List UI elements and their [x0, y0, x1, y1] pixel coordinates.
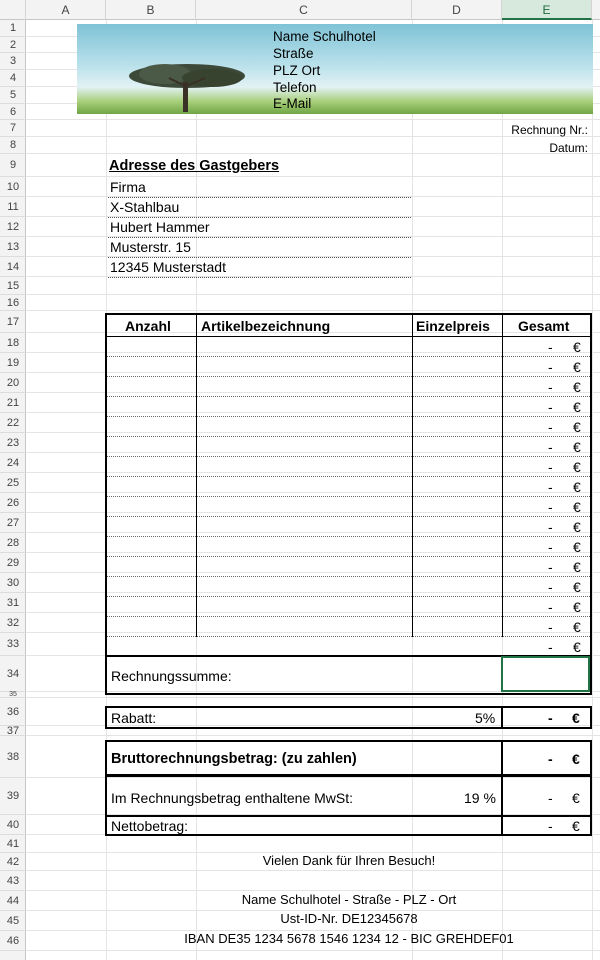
header-description: Artikelbezeichnung [201, 318, 331, 334]
discount-total: - [548, 710, 553, 726]
row-header-9[interactable]: 9 [0, 154, 26, 177]
row-header-43[interactable]: 43 [0, 871, 26, 891]
row-total: - [548, 519, 553, 535]
euro-sign: € [572, 710, 580, 726]
row-header-38[interactable]: 38 [0, 736, 26, 778]
gross-label: Bruttorechnungsbetrag: (zu zahlen) [111, 751, 357, 767]
table-row[interactable] [107, 537, 590, 557]
row-header-5[interactable]: 5 [0, 87, 26, 104]
euro-sign: € [573, 479, 581, 495]
discount-label: Rabatt: [111, 710, 157, 726]
row-header-30[interactable]: 30 [0, 573, 26, 593]
row-total: - [548, 379, 553, 395]
row-total: - [548, 439, 553, 455]
gross-total: - [548, 751, 553, 767]
gridline [26, 870, 600, 871]
row-header-37[interactable]: 37 [0, 726, 26, 736]
euro-sign: € [573, 559, 581, 575]
row-header-4[interactable]: 4 [0, 70, 26, 87]
gridline [26, 153, 600, 154]
table-row[interactable] [107, 357, 590, 377]
address-line-text: Hubert Hammer [110, 219, 210, 235]
row-total: - [548, 559, 553, 575]
row-header-11[interactable]: 11 [0, 197, 26, 217]
row-header-28[interactable]: 28 [0, 533, 26, 553]
table-row[interactable] [107, 457, 590, 477]
gridline [26, 890, 600, 891]
hotel-email: E-Mail [273, 96, 312, 111]
row-total: - [548, 539, 553, 555]
row-header-18[interactable]: 18 [0, 333, 26, 353]
row-header-26[interactable]: 26 [0, 493, 26, 513]
row-total: - [548, 419, 553, 435]
row-header-35[interactable]: 35 [0, 692, 26, 698]
row-header-36[interactable]: 36 [0, 698, 26, 726]
gridline [26, 697, 600, 698]
row-header-32[interactable]: 32 [0, 613, 26, 633]
gridline [26, 735, 600, 736]
row-header-29[interactable]: 29 [0, 553, 26, 573]
row-header-22[interactable]: 22 [0, 413, 26, 433]
invoice-number-label: Rechnung Nr.: [511, 123, 588, 137]
hotel-phone: Telefon [273, 80, 317, 95]
net-label: Nettobetrag: [111, 818, 189, 834]
address-line-text: 12345 Musterstadt [110, 259, 226, 275]
table-row[interactable] [107, 557, 590, 577]
gridline [26, 176, 600, 177]
row-header-23[interactable]: 23 [0, 433, 26, 453]
address-line[interactable] [108, 239, 411, 258]
address-line[interactable] [108, 199, 411, 218]
column-divider [501, 817, 503, 834]
euro-sign: € [573, 359, 581, 375]
table-row[interactable] [107, 377, 590, 397]
table-row[interactable] [107, 397, 590, 417]
row-total: - [548, 359, 553, 375]
row-header-40[interactable]: 40 [0, 815, 26, 835]
row-header-1[interactable]: 1 [0, 20, 26, 37]
vat-label: Im Rechnungsbetrag enthaltene MwSt: [111, 790, 354, 806]
column-divider [501, 708, 503, 727]
row-total: - [548, 579, 553, 595]
gridline [26, 310, 600, 311]
vat-rate[interactable]: 19 % [464, 790, 496, 806]
row-total: - [548, 459, 553, 475]
invoice-date-label: Datum: [549, 141, 588, 155]
table-row[interactable] [107, 497, 590, 517]
column-header-a[interactable]: A [26, 0, 106, 20]
sum-label: Rechnungssumme: [111, 668, 232, 684]
row-header-6[interactable]: 6 [0, 104, 26, 120]
gridline [592, 20, 593, 960]
gross-row [105, 740, 592, 776]
tree-icon [117, 54, 257, 114]
discount-row [105, 706, 592, 729]
column-header-d[interactable]: D [412, 0, 502, 20]
euro-sign: € [572, 818, 580, 834]
euro-sign: € [573, 499, 581, 515]
euro-sign: € [572, 790, 580, 806]
row-header-46[interactable]: 46 [0, 931, 26, 951]
row-total: - [548, 599, 553, 615]
row-header-39[interactable]: 39 [0, 778, 26, 815]
row-total: - [548, 339, 553, 355]
row-header-14[interactable]: 14 [0, 257, 26, 277]
table-row[interactable] [107, 437, 590, 457]
row-total: - [548, 639, 553, 655]
column-header-c[interactable]: C [196, 0, 412, 20]
selected-cell[interactable] [501, 656, 590, 692]
column-header-b[interactable]: B [106, 0, 196, 20]
euro-sign: € [572, 751, 580, 767]
table-row[interactable] [107, 637, 590, 657]
row-header-19[interactable]: 19 [0, 353, 26, 373]
table-row[interactable] [107, 477, 590, 497]
hotel-street: Straße [273, 46, 314, 61]
euro-sign: € [573, 439, 581, 455]
euro-sign: € [573, 519, 581, 535]
row-header-41[interactable]: 41 [0, 835, 26, 853]
row-header-21[interactable]: 21 [0, 393, 26, 413]
row-header-bar [0, 20, 26, 960]
row-total: - [548, 399, 553, 415]
euro-sign: € [573, 419, 581, 435]
row-header-25[interactable]: 25 [0, 473, 26, 493]
row-header-31[interactable]: 31 [0, 593, 26, 613]
row-header-12[interactable]: 12 [0, 217, 26, 237]
address-line[interactable] [108, 179, 411, 198]
table-row[interactable] [107, 617, 590, 637]
header-total: Gesamt [518, 318, 570, 334]
row-total: - [548, 499, 553, 515]
row-header-17[interactable]: 17 [0, 311, 26, 333]
thank-you-text: Vielen Dank für Ihren Besuch! [262, 853, 436, 868]
hotel-name: Name Schulhotel [273, 29, 376, 44]
column-divider [501, 777, 503, 817]
gridline [26, 950, 600, 951]
row-header-24[interactable]: 24 [0, 453, 26, 473]
row-header-34[interactable]: 34 [0, 656, 26, 692]
vat-row [105, 775, 592, 815]
row-header-3[interactable]: 3 [0, 53, 26, 70]
address-line-text: Musterstr. 15 [110, 239, 191, 255]
net-total: - [548, 818, 553, 834]
euro-sign: € [573, 399, 581, 415]
table-row[interactable] [107, 517, 590, 537]
select-all-corner[interactable] [0, 0, 26, 20]
row-header-33[interactable]: 33 [0, 633, 26, 656]
table-row[interactable] [107, 577, 590, 597]
row-header-13[interactable]: 13 [0, 237, 26, 257]
address-line[interactable] [108, 219, 411, 238]
euro-sign: € [573, 639, 581, 655]
table-row[interactable] [107, 337, 590, 357]
euro-sign: € [573, 619, 581, 635]
table-row[interactable] [107, 597, 590, 617]
row-header-7[interactable]: 7 [0, 120, 26, 137]
table-row[interactable] [107, 417, 590, 437]
address-line-text: Firma [110, 179, 146, 195]
hotel-city: PLZ Ort [273, 63, 321, 78]
header-quantity: Anzahl [125, 318, 171, 334]
gridline [26, 119, 600, 120]
gridline [26, 294, 600, 295]
net-row [105, 815, 592, 836]
discount-percent[interactable]: 5% [475, 710, 496, 726]
row-header-10[interactable]: 10 [0, 177, 26, 197]
row-header-2[interactable]: 2 [0, 37, 26, 53]
row-header-15[interactable]: 15 [0, 277, 26, 295]
row-header-45[interactable]: 45 [0, 911, 26, 931]
euro-sign: € [573, 539, 581, 555]
euro-sign: € [573, 339, 581, 355]
row-header-20[interactable]: 20 [0, 373, 26, 393]
address-title: Adresse des Gastgebers [109, 158, 280, 174]
footer-bank: IBAN DE35 1234 5678 1546 1234 12 - BIC GREHDEF01 [184, 931, 514, 946]
row-total: - [548, 479, 553, 495]
row-header-16[interactable]: 16 [0, 295, 26, 311]
euro-sign: € [573, 599, 581, 615]
vat-total: - [548, 790, 553, 806]
euro-sign: € [573, 379, 581, 395]
row-header-27[interactable]: 27 [0, 513, 26, 533]
euro-sign: € [573, 579, 581, 595]
column-header-bar [0, 0, 600, 20]
column-divider [501, 742, 503, 774]
invoice-items-table [105, 313, 592, 657]
row-header-42[interactable]: 42 [0, 853, 26, 871]
column-header-e[interactable]: E [502, 0, 592, 20]
euro-sign: € [573, 459, 581, 475]
row-header-44[interactable]: 44 [0, 891, 26, 911]
footer-vat-id: Ust-ID-Nr. DE12345678 [280, 911, 418, 926]
address-line-text: X-Stahlbau [110, 199, 180, 215]
header-banner [77, 24, 593, 114]
address-line[interactable] [108, 259, 411, 278]
row-total: - [548, 619, 553, 635]
footer-address: Name Schulhotel - Straße - PLZ - Ort [241, 892, 457, 907]
sum-row [105, 657, 592, 695]
row-header-8[interactable]: 8 [0, 137, 26, 154]
header-unit-price: Einzelpreis [416, 318, 490, 334]
